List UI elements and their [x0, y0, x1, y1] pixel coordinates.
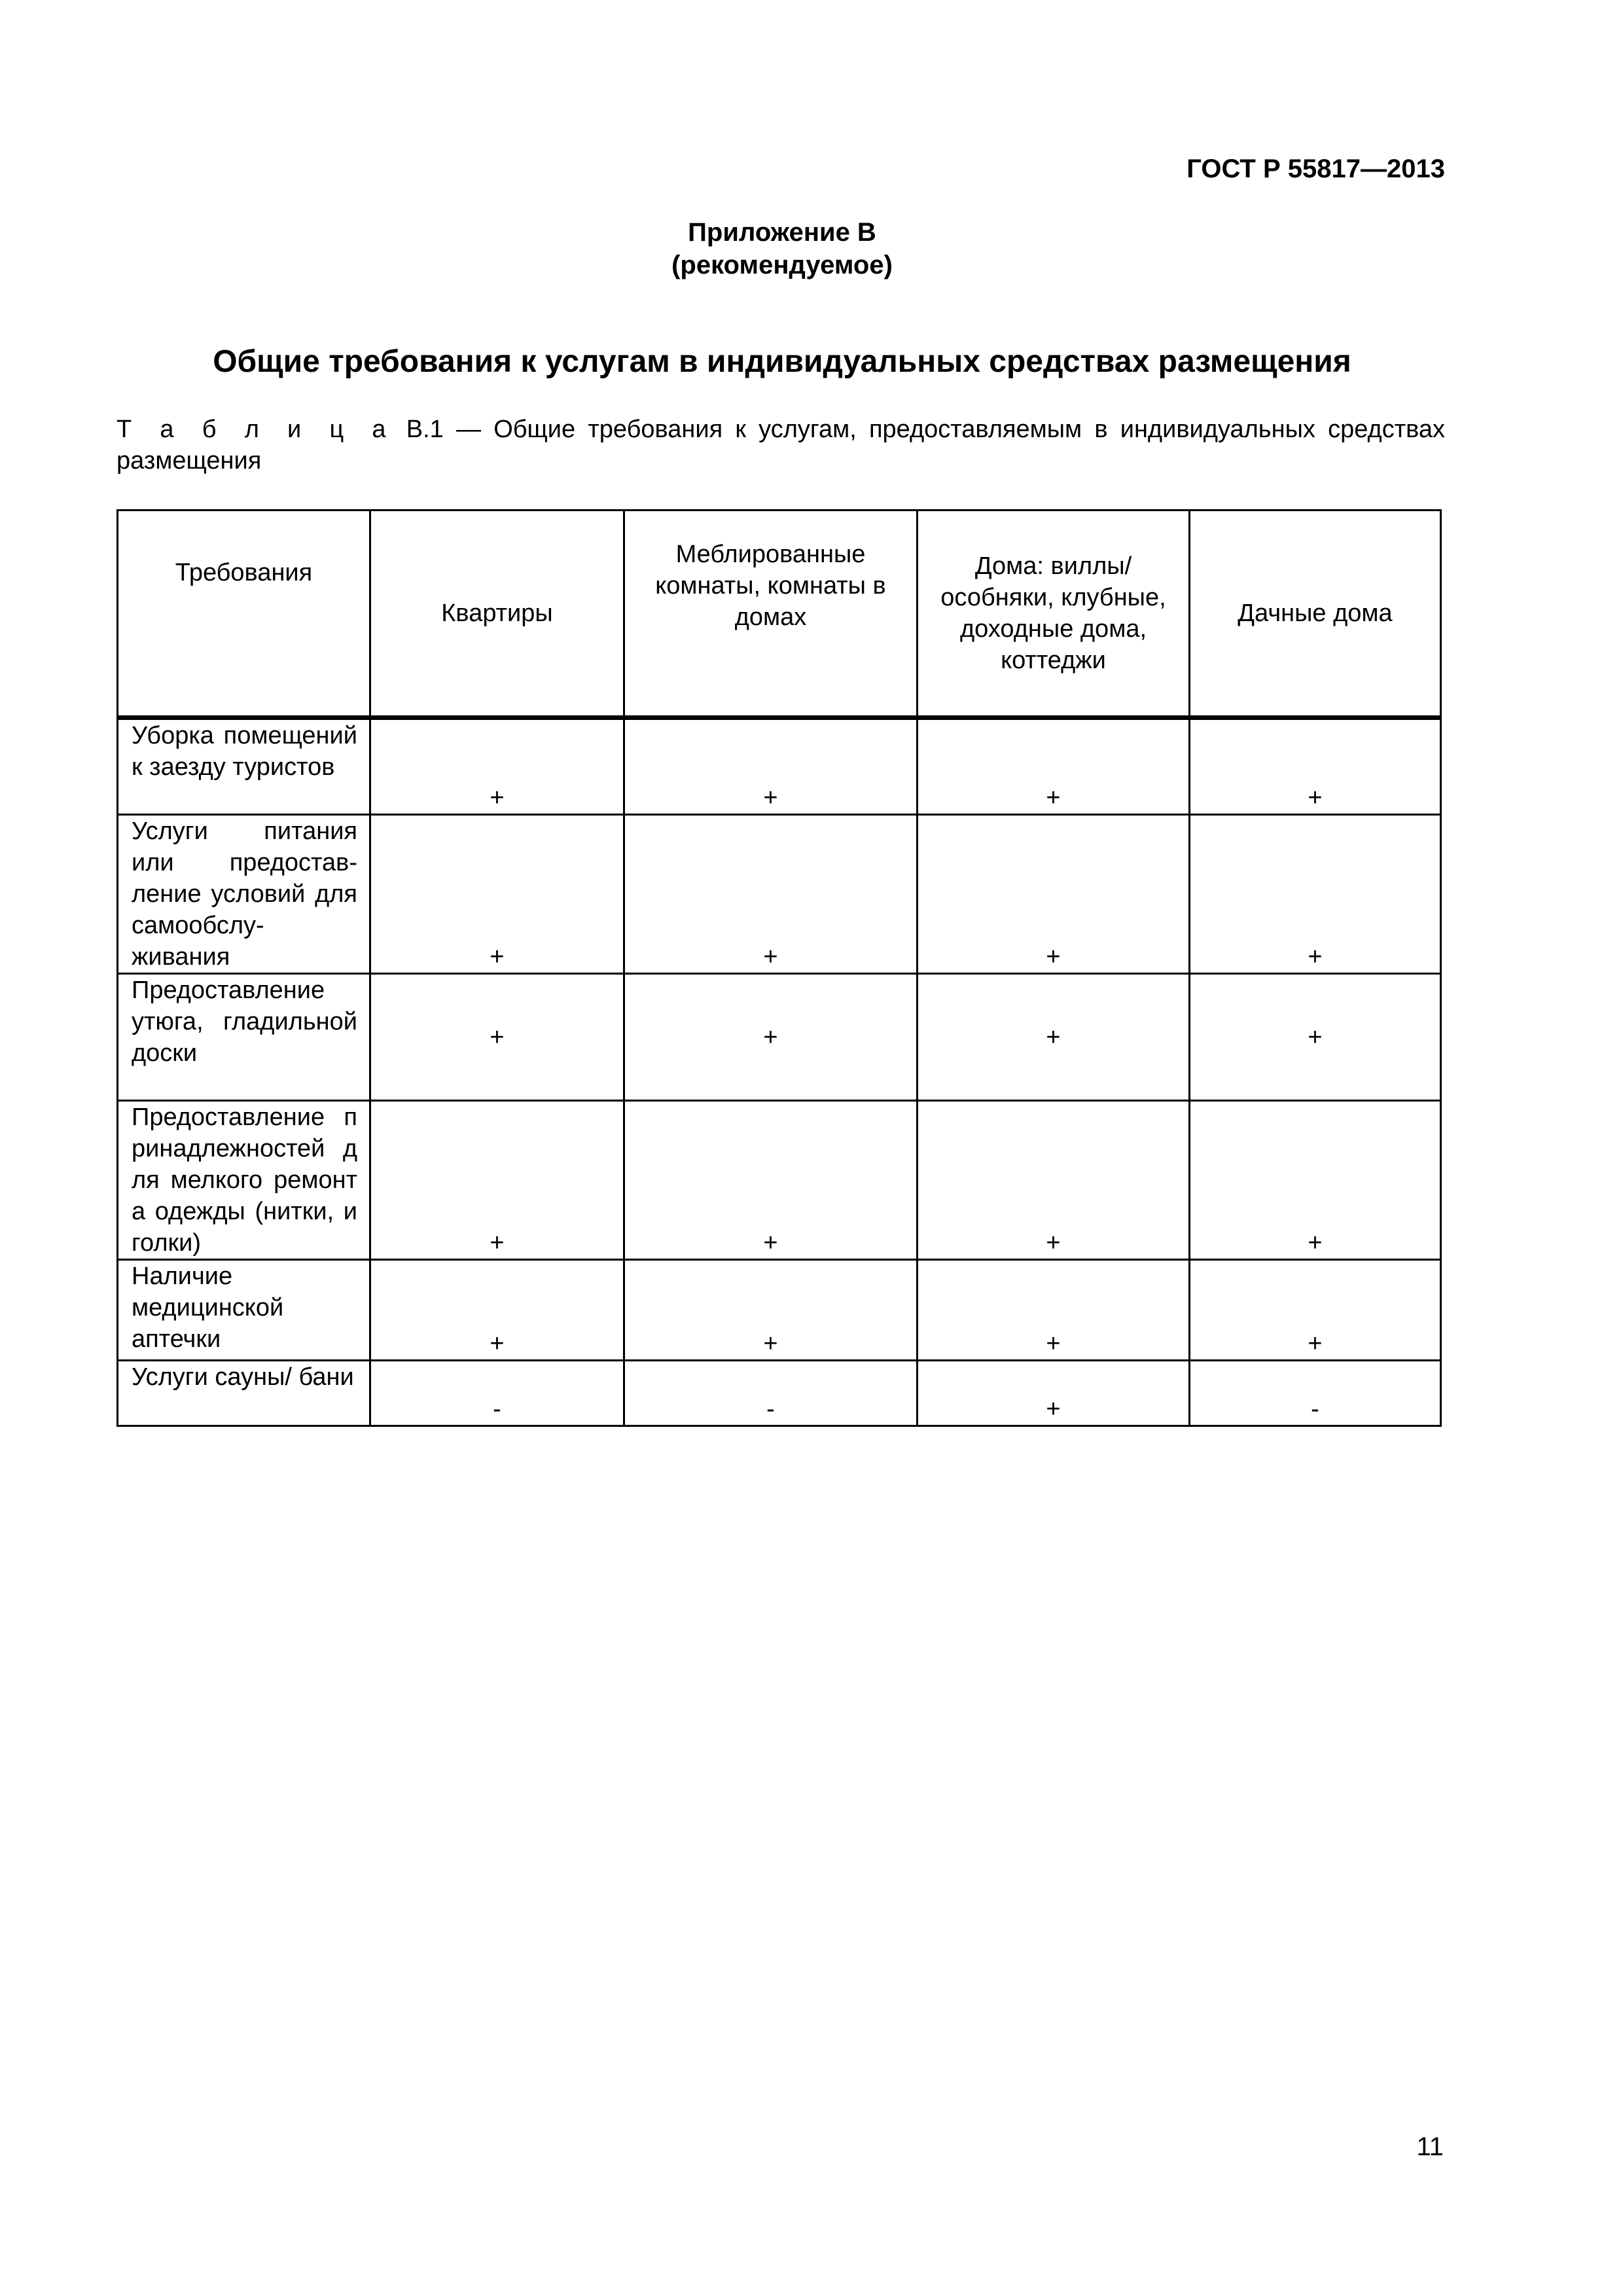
mark-cell: + — [370, 1101, 624, 1260]
mark-cell: - — [1190, 1361, 1441, 1426]
requirement-cell: Предоставление утюга, гладильной доски — [118, 974, 370, 1101]
header-country-houses: Дачные дома — [1190, 511, 1441, 718]
table-row — [118, 718, 1441, 815]
standard-number: ГОСТ Р 55817—2013 — [1186, 154, 1445, 183]
requirements-table — [116, 509, 1442, 1427]
appendix-heading — [0, 216, 1564, 281]
mark-cell: + — [370, 1260, 624, 1361]
appendix-status: (рекомендуемое) — [671, 251, 893, 279]
requirement-cell: Услуги сауны/ бани — [118, 1361, 370, 1426]
mark-cell: + — [370, 718, 624, 815]
table-row — [118, 1361, 1441, 1426]
table-row — [118, 1101, 1441, 1260]
mark-cell: + — [1190, 1101, 1441, 1260]
mark-cell: + — [1190, 815, 1441, 974]
mark-cell: + — [918, 1260, 1190, 1361]
mark-cell: + — [624, 974, 918, 1101]
mark-cell: + — [624, 815, 918, 974]
mark-cell: + — [918, 974, 1190, 1101]
mark-cell: + — [624, 1101, 918, 1260]
mark-cell: + — [624, 718, 918, 815]
mark-cell: + — [1190, 974, 1441, 1101]
table-caption — [116, 414, 1445, 476]
requirement-cell: Наличие медицинской аптечки — [118, 1260, 370, 1361]
requirement-cell: Уборка помещений к заезду туристов — [118, 718, 370, 815]
requirement-cell: Предоставление принадлежностей для мелкого ремонта одежды (нитки, иголки) — [118, 1101, 370, 1260]
table-row — [118, 974, 1441, 1101]
page-number: 11 — [1416, 2132, 1444, 2161]
mark-cell: + — [1190, 1260, 1441, 1361]
appendix-label: Приложение В — [688, 218, 876, 247]
table-caption-label: Т а б л и ц а — [116, 416, 394, 443]
header-requirements: Требования — [118, 511, 370, 718]
mark-cell: + — [918, 815, 1190, 974]
table-caption-text: В.1 — Общие требования к услугам, предоставляемым в индивидуальных средствах размещения — [116, 416, 1445, 475]
table-row — [118, 1260, 1441, 1361]
header-houses: Дома: виллы/особняки, клубные, доходные дома, коттеджи — [918, 511, 1190, 718]
table-header-row — [118, 511, 1441, 718]
mark-cell: - — [624, 1361, 918, 1426]
header-furnished-rooms: Меблированные комнаты, комнаты в домах — [624, 511, 918, 718]
mark-cell: + — [624, 1260, 918, 1361]
mark-cell: - — [370, 1361, 624, 1426]
mark-cell: + — [1190, 718, 1441, 815]
page-title: Общие требования к услугам в индивидуальных средствах размещения — [213, 344, 1351, 379]
mark-cell: + — [370, 815, 624, 974]
header-apartments: Квартиры — [370, 511, 624, 718]
table-row — [118, 815, 1441, 974]
mark-cell: + — [918, 718, 1190, 815]
requirement-cell: Услуги питания или предостав-ление условий для самообслу-живания — [118, 815, 370, 974]
mark-cell: + — [918, 1101, 1190, 1260]
mark-cell: + — [918, 1361, 1190, 1426]
mark-cell: + — [370, 974, 624, 1101]
